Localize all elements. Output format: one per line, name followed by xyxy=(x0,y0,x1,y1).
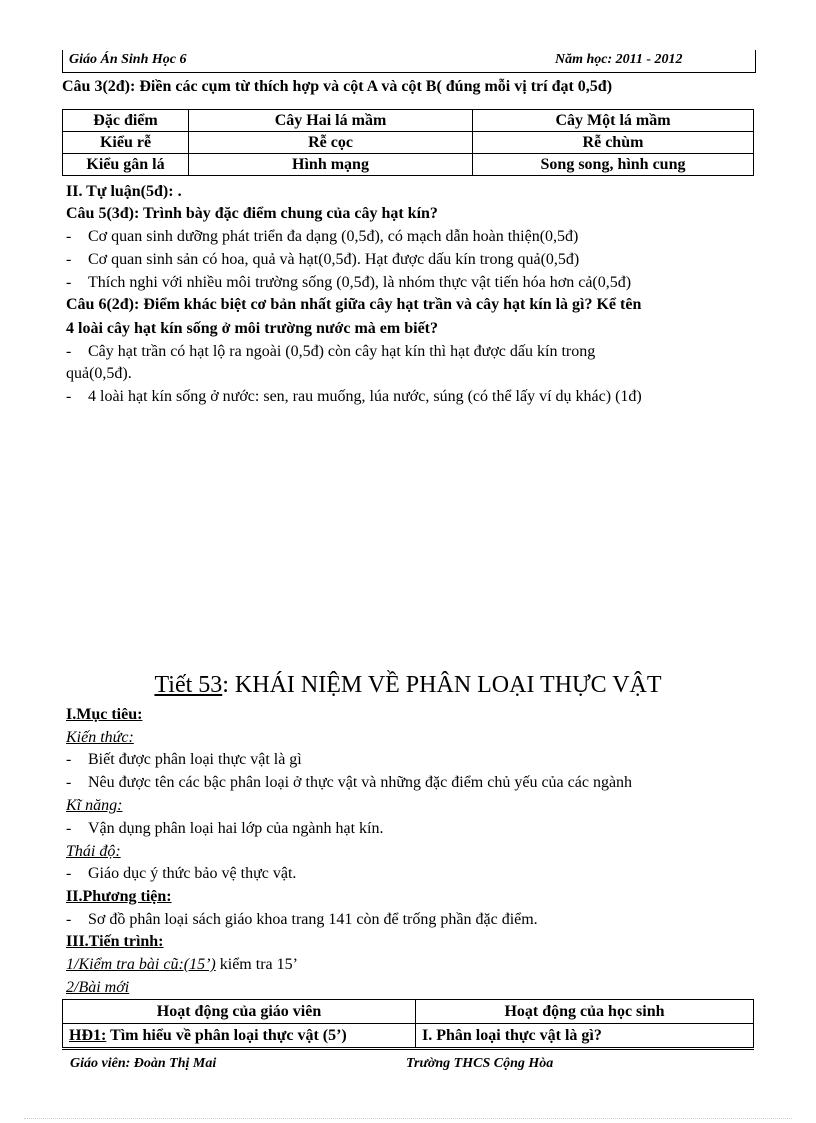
subsection-knowledge: Kiến thức: xyxy=(66,729,134,746)
list-item: - Nêu được tên các bậc phân loại ở thực vật và những đặc điểm chủ yếu của các ngành xyxy=(66,774,633,791)
list-item: - Vận dụng phân loại hai lớp của ngành hạt kín. xyxy=(66,820,384,837)
old-lesson-check: 1/Kiểm tra bài cũ:(15’) kiểm tra 15’ xyxy=(66,956,298,973)
section-procedure: III.Tiến trình: xyxy=(66,933,164,950)
header-subject: Giáo Án Sinh Học 6 xyxy=(69,52,187,67)
list-item: - Cơ quan sinh sản có hoa, quả và hạt(0,5đ). Hạt được dấu kín trong quả(0,5đ) xyxy=(66,251,580,268)
section-objectives: I.Mục tiêu: xyxy=(66,706,143,723)
table-header-cell: Cây Hai lá mầm xyxy=(189,110,473,132)
subsection-attitude: Thái độ: xyxy=(66,843,121,860)
answer-table xyxy=(62,109,754,176)
activity-table xyxy=(62,999,754,1048)
table-row xyxy=(63,1024,754,1048)
table-cell: Hình mạng xyxy=(189,154,473,176)
list-item: - Cây hạt trần có hạt lộ ra ngoài (0,5đ) còn cây hạt kín thì hạt được dấu kín trong xyxy=(66,343,596,360)
list-item: - Giáo dục ý thức bảo vệ thực vật. xyxy=(66,865,297,882)
question-5-title: Câu 5(3đ): Trình bày đặc điểm chung của cây hạt kín? xyxy=(66,205,438,222)
question-3: Câu 3(2đ): Điền các cụm từ thích hợp và cột A và cột B( đúng mỗi vị trí đạt 0,5đ) xyxy=(62,78,613,95)
footer-school: Trường THCS Cộng Hòa xyxy=(406,1056,554,1071)
subsection-skills: Kĩ năng: xyxy=(66,797,123,814)
table-header-cell: Đặc điểm xyxy=(63,110,189,132)
table-cell: Kiểu rễ xyxy=(63,132,189,154)
table-cell: Rễ chùm xyxy=(473,132,754,154)
table-header-cell: Cây Một lá mầm xyxy=(473,110,754,132)
table-cell: Kiểu gân lá xyxy=(63,154,189,176)
table-cell: Rễ cọc xyxy=(189,132,473,154)
list-item: - Sơ đồ phân loại sách giáo khoa trang 141 còn để trống phần đặc điểm. xyxy=(66,911,538,928)
footer-teacher: Giáo viên: Đoàn Thị Mai xyxy=(70,1056,217,1071)
list-item: - Cơ quan sinh dưỡng phát triển đa dạng (0,5đ), có mạch dẫn hoàn thiện(0,5đ) xyxy=(66,228,579,245)
lesson-title: Tiết 53: KHÁI NIỆM VỀ PHÂN LOẠI THỰC VẬT xyxy=(154,672,662,698)
page-header xyxy=(62,50,756,73)
section-materials: II.Phương tiện: xyxy=(66,888,172,905)
table-header-cell: Hoạt động của học sinh xyxy=(416,1000,754,1024)
section-essay: II. Tự luận(5đ): . xyxy=(66,183,182,200)
page-edge-divider xyxy=(24,1118,792,1119)
list-item-cont: quả(0,5đ). xyxy=(66,365,132,382)
table-cell: Song song, hình cung xyxy=(473,154,754,176)
table-cell: I. Phân loại thực vật là gì? xyxy=(416,1024,754,1048)
table-cell: HĐ1: Tìm hiểu về phân loại thực vật (5’) xyxy=(63,1024,416,1048)
page-footer xyxy=(62,1049,754,1074)
list-item: - 4 loài hạt kín sống ở nước: sen, rau muống, lúa nước, súng (có thể lấy ví dụ khác) (1đ) xyxy=(66,388,642,405)
list-item: - Thích nghi với nhiều môi trường sống (0,5đ), là nhóm thực vật tiến hóa hơn cả(0,5đ) xyxy=(66,274,632,291)
list-item: - Biết được phân loại thực vật là gì xyxy=(66,751,302,768)
question-6-title: Câu 6(2đ): Điểm khác biệt cơ bản nhất giữa cây hạt trần và cây hạt kín là gì? Kể tên xyxy=(66,296,642,313)
table-row xyxy=(63,132,754,154)
new-lesson-label: 2/Bài mới xyxy=(66,979,130,996)
question-6-title-cont: 4 loài cây hạt kín sống ở môi trường nước mà em biết? xyxy=(66,320,438,337)
header-school-year: Năm học: 2011 - 2012 xyxy=(555,52,683,67)
table-row xyxy=(63,154,754,176)
table-header-cell: Hoạt động của giáo viên xyxy=(63,1000,416,1024)
